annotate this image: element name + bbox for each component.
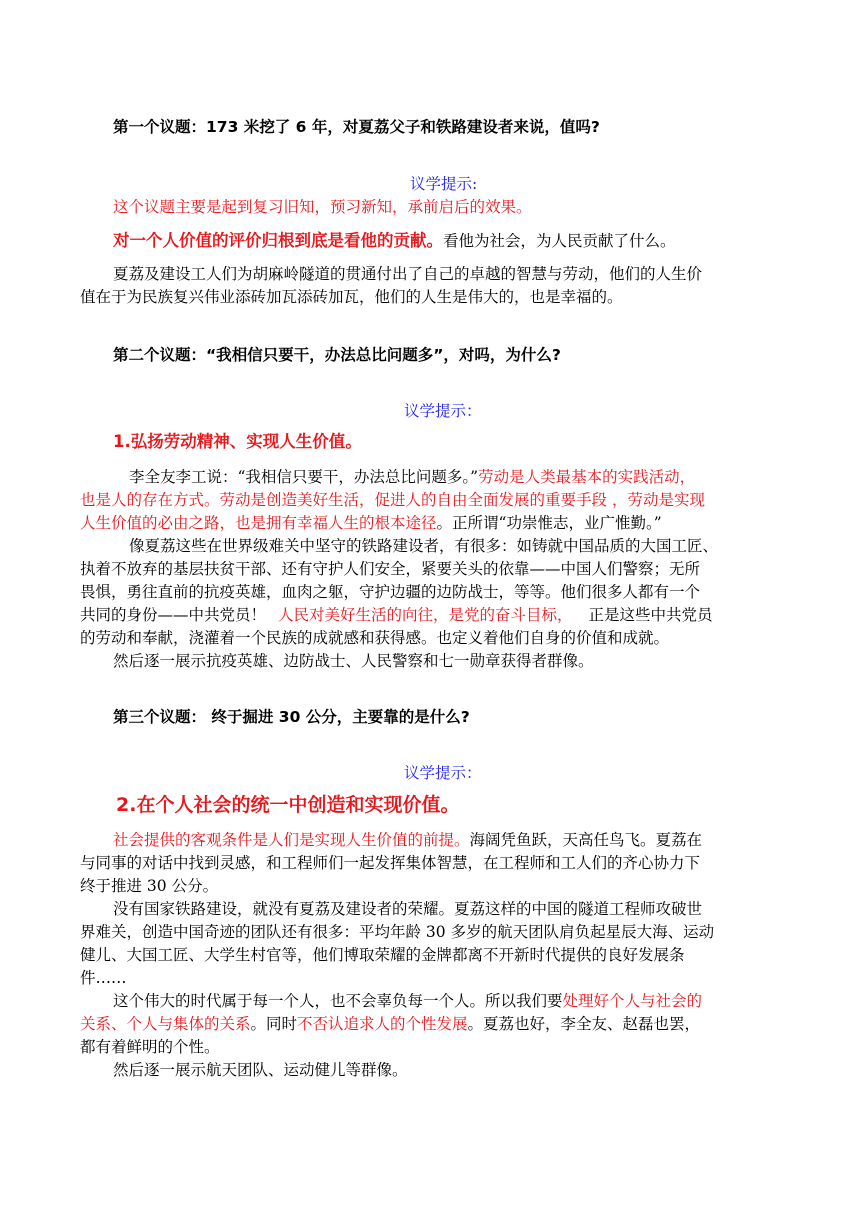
section2-title: 第二个议题：“我相信只要干，办法总比问题多”，对吗，为什么?	[113, 346, 561, 364]
labor-statement-3: 劳动是创造美好生活，促进人的自由全面发展的重要手段 ，劳动是实现	[219, 491, 705, 509]
section2-paragraph2-line1: 像夏荔这些在世界级难关中坚守的铁路建设者，有很多：如铸就中国品质的大国工匠、	[129, 537, 719, 555]
connector-text: 。同时	[250, 1015, 298, 1033]
section1-hint-label: 议学提示:	[410, 175, 478, 193]
section2-paragraph3: 然后逐一展示抗疫英雄、边防战士、人民警察和七一勋章获得者群像。	[113, 652, 594, 670]
section2-paragraph1-line3	[80, 513, 662, 533]
section3-subheading: 2.在个人社会的统一中创造和实现价值。	[116, 794, 460, 816]
section3-paragraph2-line4: 件……	[80, 969, 127, 987]
party-goal-statement: 人民对美好生活的向往，是党的奋斗目标，	[278, 606, 573, 624]
section1-paragraph2-line2: 值在于为民族复兴伟业添砖加瓦添砖加瓦，他们的人生是伟大的，也是幸福的。	[80, 288, 623, 306]
objective-conditions-statement: 社会提供的客观条件是人们是实现人生价值的前提。	[113, 831, 470, 849]
quote-text: 李全友李工说：“我相信只要干，办法总比问题多。”	[129, 468, 479, 486]
section1-title: 第一个议题：173 米挖了 6 年，对夏荔父子和铁路建设者来说，值吗?	[113, 118, 600, 136]
section3-paragraph3-line2	[80, 1014, 700, 1034]
individuality-statement: 不否认追求人的个性发展	[297, 1015, 468, 1033]
section3-title: 第三个议题： 终于掘进 30 公分，主要靠的是什么?	[113, 708, 470, 726]
section3-paragraph3-line1	[113, 991, 702, 1011]
relationship-statement-1: 处理好个人与社会的	[562, 992, 703, 1010]
contribution-statement: 对一个人价值的评价归根到底是看他的贡献。	[113, 231, 443, 250]
section2-paragraph1-line1	[129, 467, 695, 487]
section3-paragraph1-line3: 终于推进 30 公分。	[80, 877, 219, 895]
era-text: 这个伟大的时代属于每一个人，也不会辜负每一个人。所以我们要	[113, 992, 563, 1010]
names-text: 。夏荔也好，李全友、赵磊也罢，	[467, 1015, 701, 1033]
section3-paragraph1-line2: 与同事的对话中找到灵感，和工程师们一起发挥集体智慧，在工程师和工人们的齐心协力下	[80, 854, 701, 872]
party-member-continuation: 正是这些中共党员	[588, 606, 713, 624]
section2-paragraph2-line5: 的劳动和奉献，浇灌着一个民族的成就感和获得感。也定义着他们自身的价值和成就。	[80, 629, 670, 647]
section2-paragraph1-line2	[80, 490, 705, 510]
section2-hint-label: 议学提示：	[404, 402, 482, 420]
section3-paragraph2-line3: 健儿、大国工匠、大学生村官等，他们博取荣耀的金牌都离不开新时代提供的良好发展条	[80, 946, 685, 964]
party-member-text: 共同的身份——中共党员！	[80, 606, 267, 624]
proverb-text: 。正所谓“功崇惟志，业广惟勤。”	[436, 514, 662, 532]
labor-statement-1: 劳动是人类最基本的实践活动，	[478, 468, 696, 486]
contribution-explanation: 看他为社会，为人民贡献了什么。	[443, 232, 676, 250]
idiom-text: 海阔凭鱼跃，天高任鸟飞。夏荔在	[469, 831, 703, 849]
section3-paragraph1-line1	[113, 830, 702, 850]
labor-statement-4: 人生价值的必由之路，也是拥有幸福人生的根本途径	[80, 514, 437, 532]
section3-paragraph2-line1: 没有国家铁路建设，就没有夏荔及建设者的荣耀。夏荔这样的中国的隧道工程师攻破世	[113, 900, 703, 918]
section1-paragraph2-line1: 夏荔及建设工人们为胡麻岭隧道的贯通付出了自己的卓越的智慧与劳动，他们的人生价	[113, 265, 703, 283]
relationship-statement-2: 关系、个人与集体的关系	[80, 1015, 251, 1033]
section3-paragraph4: 然后逐一展示航天团队、运动健儿等群像。	[113, 1061, 408, 1079]
section2-paragraph2-line2: 执着不放弃的基层扶贫干部、还有守护人们安全，紧要关头的依靠——中国人们警察；无所	[80, 560, 701, 578]
section3-hint-label: 议学提示：	[404, 764, 482, 782]
section2-paragraph2-line3: 畏惧，勇往直前的抗疫英雄，血肉之躯，守护边疆的边防战士，等等。他们很多人都有一个	[80, 583, 701, 601]
section2-paragraph2-line4	[80, 605, 713, 625]
labor-statement-2: 也是人的存在方式。	[80, 491, 220, 509]
section3-paragraph3-line3: 都有着鲜明的个性。	[80, 1038, 220, 1056]
section2-subheading: 1.弘扬劳动精神、实现人生价值。	[113, 432, 362, 451]
section1-intro: 这个议题主要是起到复习旧知，预习新知，承前启后的效果。	[113, 198, 532, 216]
section3-paragraph2-line2: 界难关，创造中国奇迹的团队还有很多：平均年龄 30 多岁的航天团队肩负起星辰大海、运动	[80, 923, 715, 941]
section1-paragraph1	[113, 231, 676, 251]
